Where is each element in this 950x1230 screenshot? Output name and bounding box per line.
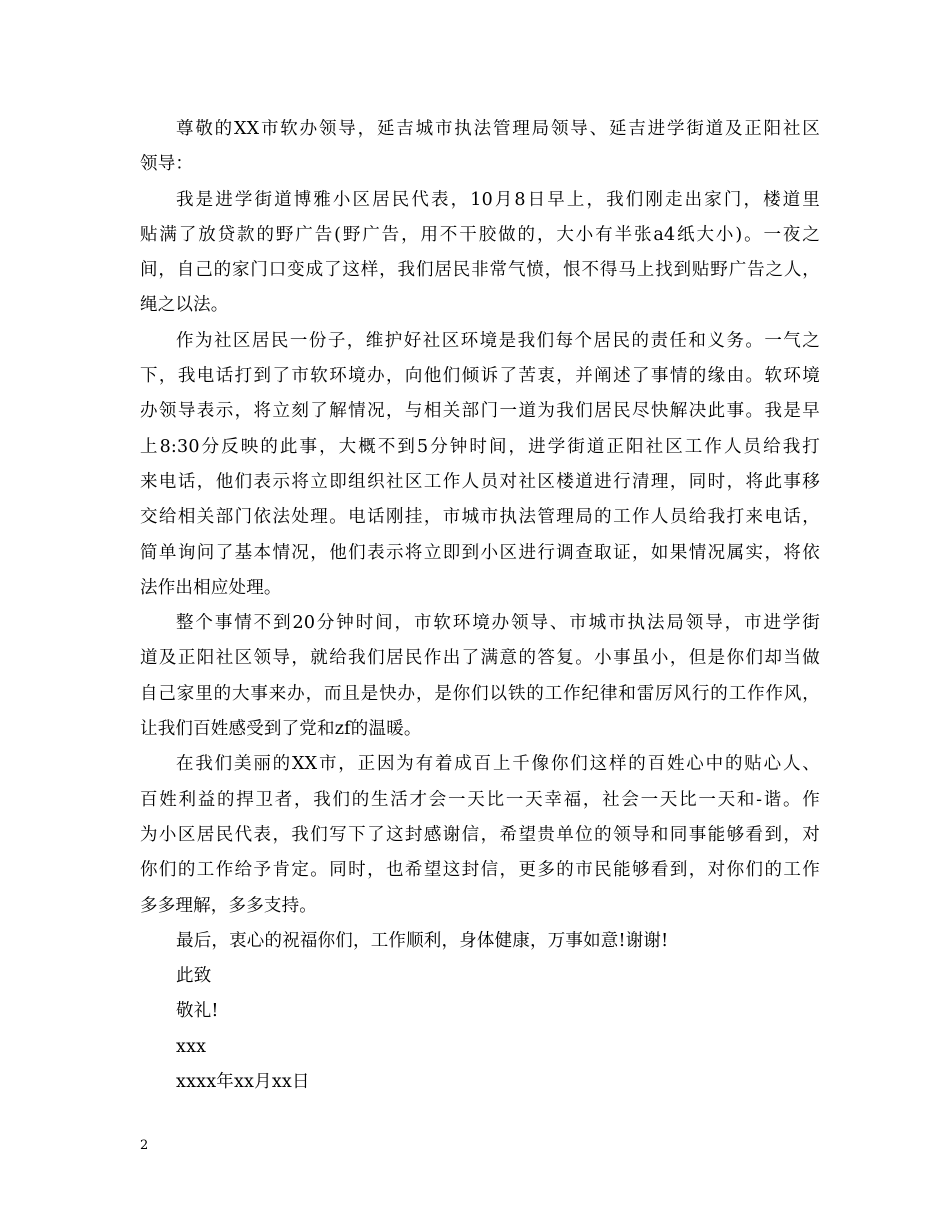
text-line: 领导： [140,154,194,175]
text-line: 在我们美丽的XX市，正因为有着成百上千像你们这样的百姓心中的贴心人、 [176,754,820,775]
text-line: 绳之以法。 [140,295,229,316]
text-line: 交给相关部门依法处理。电话刚挂，市城市执法管理局的工作人员给我打来电话， [140,507,820,528]
text-line: 整个事情不到20分钟时间，市软环境办领导、市城市执法局领导，市进学街 [176,613,820,634]
paragraph-gratitude [140,606,820,747]
text-line: 我是进学街道博雅小区居民代表，10月8日早上，我们刚走出家门，楼道里 [176,189,820,210]
text-line: 间，自己的家门口变成了这样，我们居民非常气愤，恨不得马上找到贴野广告之人， [140,260,820,281]
text-line: 下，我电话打到了市软环境办，向他们倾诉了苦衷，并阐述了事情的缘由。软环境 [140,366,820,387]
text-line: 上8:30分反映的此事，大概不到5分钟时间，进学街道正阳社区工作人员给我打 [140,436,820,457]
text-line: 作为社区居民一份子，维护好社区环境是我们每个居民的责任和义务。一气之 [176,330,820,351]
text-line: 尊敬的XX市软办领导，延吉城市执法管理局领导、延吉进学街道及正阳社区 [176,119,820,139]
text-line: 办领导表示，将立刻了解情况，与相关部门一道为我们居民尽快解决此事。我是早 [140,401,820,422]
closing-salutation-2: 敬礼! [176,1001,219,1022]
text-line: 让我们百姓感受到了党和zf的温暖。 [140,719,422,740]
page-number: 2 [140,1138,149,1153]
paragraph-greeting [140,112,820,183]
paragraph-wishes [140,924,820,959]
text-line: 法作出相应处理。 [140,577,282,598]
text-line: 最后，衷心的祝福你们，工作顺利，身体健康，万事如意!谢谢! [176,930,669,951]
text-line: 你们的工作给予肯定。同时，也希望这封信，更多的市民能够看到，对你们的工作 [140,860,820,881]
paragraph-incident [140,183,820,324]
text-line: 来电话，他们表示将立即组织社区工作人员对社区楼道进行清理，同时，将此事移 [140,471,820,492]
text-line: 简单询问了基本情况，他们表示将立即到小区进行调查取证，如果情况属实，将依 [140,542,820,563]
text-line: 贴满了放贷款的野广告(野广告，用不干胶做的，大小有半张a4纸大小)。一夜之 [140,224,820,245]
date-line: xxxx年xx月xx日 [176,1072,310,1093]
text-line: 多多理解，多多支持。 [140,895,317,916]
paragraph-praise [140,747,820,923]
letter-body [140,112,820,1100]
text-line: 道及正阳社区领导，就给我们居民作出了满意的答复。小事虽小，但是你们却当做 [140,648,820,669]
text-line: 自己家里的大事来办，而且是快办，是你们以铁的工作纪律和雷厉风行的工作作风， [140,683,820,704]
paragraph-response [140,324,820,606]
closing-salutation-1: 此致 [176,966,212,987]
text-line: 百姓利益的捍卫者，我们的生活才会一天比一天幸福，社会一天比一天和-谐。作 [140,789,820,810]
text-line: 为小区居民代表，我们写下了这封感谢信，希望贵单位的领导和同事能够看到，对 [140,824,820,845]
signature: xxx [176,1036,207,1057]
